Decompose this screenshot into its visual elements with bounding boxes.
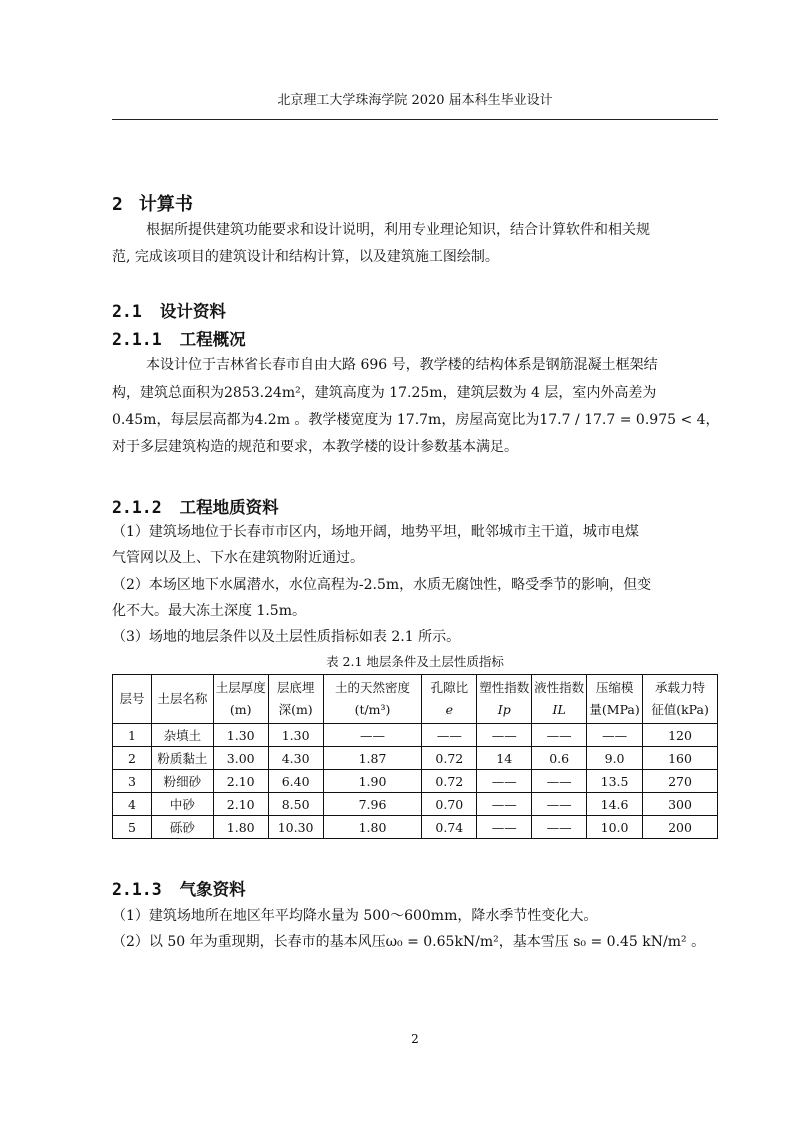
table-cell: —— — [477, 793, 532, 816]
header-cell: 层号 — [113, 675, 152, 724]
table-cell: 4.30 — [268, 747, 323, 770]
section-heading-2-1-1 — [112, 326, 246, 350]
table-cell: 0.72 — [422, 747, 477, 770]
table-cell: 1.90 — [323, 770, 422, 793]
table-caption: 表 2.1 地层条件及土层性质指标 — [326, 654, 504, 669]
table-cell: —— — [587, 724, 643, 747]
intro-line-2: 范, 完成该项目的建筑设计和结构计算，以及建筑施工图绘制。 — [112, 249, 499, 265]
table-row — [113, 793, 718, 816]
table-row — [113, 724, 718, 747]
table-cell: 3.00 — [213, 747, 268, 770]
header-cell: 液性指数 IL — [532, 675, 587, 724]
table-row — [113, 770, 718, 793]
geology-line-1: （1）建筑场地位于长春市市区内，场地开阔，地势平坦，毗邻城市主干道，城市电煤 — [112, 524, 639, 540]
header-cell: 压缩模 量(MPa) — [587, 675, 643, 724]
table-cell: 160 — [643, 747, 718, 770]
table-cell: 10.0 — [587, 816, 643, 839]
table-cell: 14.6 — [587, 793, 643, 816]
table-cell: 200 — [643, 816, 718, 839]
table-cell: 中砂 — [151, 793, 213, 816]
geology-line-3: （2）本场区地下水属潜水，水位高程为-2.5m，水质无腐蚀性，略受季节的影响，但变 — [112, 577, 652, 593]
section-heading-2-1-2 — [112, 494, 279, 518]
table-cell: 0.70 — [422, 793, 477, 816]
section-number: 2.1.1 — [112, 330, 162, 349]
overview-line-1: 本设计位于吉林省长春市自由大路 696 号，教学楼的结构体系是钢筋混凝土框架结 — [146, 357, 658, 373]
overview-line-4: 对于多层建筑构造的规范和要求，本教学楼的设计参数基本满足。 — [112, 439, 518, 455]
climate-line-2: （2）以 50 年为重现期，长春市的基本风压ω₀ = 0.65kN/m²，基本雪压 s₀ = 0.45 kN/m² 。 — [112, 934, 706, 950]
intro-line-1: 根据所提供建筑功能要求和设计说明，利用专业理论知识，结合计算软件和相关规 — [146, 222, 650, 238]
table-cell: 杂填土 — [151, 724, 213, 747]
table-cell: 2.10 — [213, 770, 268, 793]
table-cell: —— — [532, 816, 587, 839]
table-cell: 1.30 — [268, 724, 323, 747]
table-cell: 0.74 — [422, 816, 477, 839]
section-heading-2-1 — [112, 298, 226, 322]
table-cell: 270 — [643, 770, 718, 793]
table-cell: —— — [477, 770, 532, 793]
header-cell: 承载力特 征值(kPa) — [643, 675, 718, 724]
header-cell: 层底埋 深(m) — [268, 675, 323, 724]
header-rule — [112, 119, 718, 120]
table-cell: 4 — [113, 793, 152, 816]
table-cell: —— — [532, 793, 587, 816]
header-cell: 土层名称 — [151, 675, 213, 724]
table-cell: 3 — [113, 770, 152, 793]
table-cell: 2.10 — [213, 793, 268, 816]
soil-properties-table — [112, 674, 718, 839]
table-cell: 0.72 — [422, 770, 477, 793]
table-cell: —— — [422, 724, 477, 747]
header-cell: 塑性指数 Ip — [477, 675, 532, 724]
section-title: 设计资料 — [159, 302, 226, 321]
chapter-title: 计算书 — [138, 194, 193, 215]
table-cell: 14 — [477, 747, 532, 770]
table-cell: 9.0 — [587, 747, 643, 770]
table-cell: —— — [477, 724, 532, 747]
header-cell: 土层厚度 (m) — [213, 675, 268, 724]
table-cell: 粉质黏土 — [151, 747, 213, 770]
chapter-heading — [112, 190, 193, 216]
geology-line-4: 化不大。最大冻土深度 1.5m。 — [112, 603, 306, 619]
section-number: 2.1.3 — [112, 880, 162, 899]
table-cell: —— — [323, 724, 422, 747]
section-title: 工程概况 — [179, 330, 246, 349]
geology-line-5: （3）场地的地层条件以及土层性质指标如表 2.1 所示。 — [112, 629, 461, 645]
section-heading-2-1-3 — [112, 876, 246, 900]
section-title: 工程地质资料 — [179, 498, 279, 517]
overview-line-2: 构，建筑总面积为2853.24m²，建筑高度为 17.25m，建筑层数为 4 层，室内外高差为 — [112, 385, 657, 401]
header-cell: 土的天然密度 (t/m³) — [323, 675, 422, 724]
table-cell: 8.50 — [268, 793, 323, 816]
table-cell: 粉细砂 — [151, 770, 213, 793]
section-number: 2.1 — [112, 302, 142, 321]
table-row — [113, 816, 718, 839]
geology-line-2: 气管网以及上、下水在建筑物附近通过。 — [112, 550, 364, 566]
table-cell: 10.30 — [268, 816, 323, 839]
page-number: 2 — [411, 1032, 419, 1046]
overview-line-3: 0.45m，每层层高都为4.2m 。教学楼宽度为 17.7m，房屋高宽比为17.7 / 17.7 = 0.975 < 4， — [112, 412, 720, 428]
table-cell: 1.87 — [323, 747, 422, 770]
table-cell: 1.30 — [213, 724, 268, 747]
table-cell: 300 — [643, 793, 718, 816]
table-header-row — [113, 675, 718, 724]
climate-line-1: （1）建筑场地所在地区年平均降水量为 500～600mm，降水季节性变化大。 — [112, 908, 598, 924]
table-cell: 0.6 — [532, 747, 587, 770]
table-cell: —— — [532, 724, 587, 747]
table-cell: 7.96 — [323, 793, 422, 816]
table-cell: 砾砂 — [151, 816, 213, 839]
table-cell: 120 — [643, 724, 718, 747]
table-cell: 1.80 — [213, 816, 268, 839]
chapter-number: 2 — [112, 194, 123, 215]
table-cell: 6.40 — [268, 770, 323, 793]
table-cell: 1.80 — [323, 816, 422, 839]
table-cell: 1 — [113, 724, 152, 747]
table-cell: 2 — [113, 747, 152, 770]
table-cell: 5 — [113, 816, 152, 839]
table-row — [113, 747, 718, 770]
section-title: 气象资料 — [179, 880, 246, 899]
running-header: 北京理工大学珠海学院 2020 届本科生毕业设计 — [277, 93, 553, 108]
section-number: 2.1.2 — [112, 498, 162, 517]
table-cell: —— — [532, 770, 587, 793]
table-cell: —— — [477, 816, 532, 839]
header-cell: 孔隙比 e — [422, 675, 477, 724]
table-cell: 13.5 — [587, 770, 643, 793]
